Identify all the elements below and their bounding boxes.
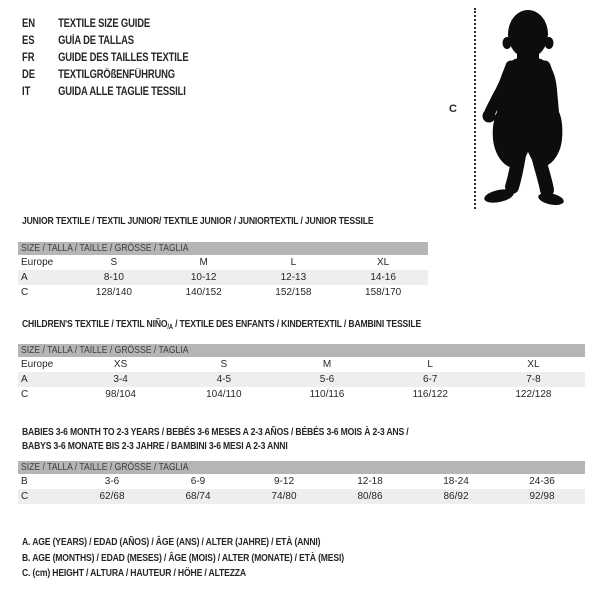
table-cell: A [21,374,28,385]
table-cell: 74/80 [271,491,297,502]
table-cell: 140/152 [185,287,222,298]
table-row-height [18,489,585,504]
language-row-en [22,15,188,32]
size-header-bar [18,344,585,357]
height-measure-label: C [449,103,457,115]
children-title-pre: CHILDREN'S TEXTILE / TEXTIL NIÑO [22,318,168,330]
table-cell: 4-5 [216,374,232,385]
table-cell: S [110,257,118,268]
language-code: IT [22,85,31,98]
table-cell: 80/86 [357,491,383,502]
baby-silhouette-icon [482,6,572,208]
footnote-b: B. AGE (MONTHS) / EDAD (MESES) / ÂGE (MOIS) / ALTER (MONATE) / ETÀ (MESI) [22,551,344,564]
table-cell: A [21,272,28,283]
table-row-height [18,285,428,300]
table-cell: C [21,287,29,298]
children-size-table [18,344,585,402]
language-row-es [22,32,188,49]
footnote-c: C. (cm) HEIGHT / ALTURA / HAUTEUR / HÖHE / ALTEZZA [22,567,246,579]
language-code: FR [22,51,35,64]
junior-section-title: JUNIOR TEXTILE / TEXTIL JUNIOR/ TEXTILE JUNIOR / JUNIORTEXTIL / JUNIOR TESSILE [22,215,374,227]
language-title: TEXTILE SIZE GUIDE [58,17,150,30]
table-cell: 8-10 [103,272,124,283]
language-code: ES [22,34,35,47]
table-cell: C [21,491,29,502]
language-code: EN [22,17,36,30]
babies-section-title [22,425,493,453]
table-cell: 122/128 [515,389,552,400]
table-row-europe [18,255,428,270]
table-cell: M [322,359,332,370]
language-row-de [22,66,188,83]
table-cell: 9-12 [273,476,294,487]
babies-title-line2: BABYS 3-6 MONATE BIS 2-3 JAHRE / BAMBINI 3-6 MESI A 2-3 ANNI [22,440,288,452]
size-header-label: SIZE / TALLA / TAILLE / GRÖSSE / TAGLIA [21,242,189,254]
language-title: GUÍA DE TALLAS [58,34,134,47]
table-row-age-months [18,474,585,489]
table-row-height [18,387,585,402]
table-cell: S [220,359,228,370]
table-cell: M [199,257,208,268]
children-section-title [22,318,421,330]
table-cell: 3-6 [104,476,120,487]
table-cell: 92/98 [529,491,555,502]
babies-title-line1: BABIES 3-6 MONTH TO 2-3 YEARS / BEBÉS 3-6 MESES A 2-3 AÑOS / BÉBÉS 3-6 MOIS À 2-3 ANS / [22,426,409,438]
table-row-age [18,270,428,285]
language-code: DE [22,68,36,81]
table-cell: 158/170 [365,287,402,298]
footnote-a: A. AGE (YEARS) / EDAD (AÑOS) / ÂGE (ANS) / ALTER (JAHRE) / ETÀ (ANNI) [22,536,321,548]
table-cell: XS [113,359,128,370]
height-measure-line [474,8,476,209]
table-cell: B [21,476,28,487]
table-cell: XL [527,359,540,370]
babies-size-table [18,461,585,504]
table-cell: 12-18 [357,476,383,487]
language-title: GUIDE DES TAILLES TEXTILE [58,51,189,64]
table-cell: 110/116 [309,389,345,400]
table-cell: 6-7 [422,374,438,385]
language-row-it [22,83,188,100]
table-cell: 6-9 [190,476,206,487]
children-title-subscript: /A [167,324,173,331]
junior-size-table [18,242,428,300]
table-cell: 7-8 [526,374,541,385]
table-cell: 98/104 [105,389,136,400]
table-cell: 5-6 [319,374,335,385]
table-cell: 104/110 [206,389,242,400]
table-cell: 68/74 [185,491,211,502]
children-title-post: / TEXTILE DES ENFANTS / KINDERTEXTIL / BAMBINI TESSILE [172,318,422,330]
table-cell: 86/92 [443,491,469,502]
footnote-legend [22,535,415,582]
table-cell: Europe [21,257,54,268]
language-row-fr [22,49,188,66]
table-cell: C [21,389,29,400]
table-cell: 24-36 [529,476,555,487]
size-header-label: SIZE / TALLA / TAILLE / GRÖSSE / TAGLIA [21,344,189,356]
table-cell: 12-13 [280,272,307,283]
language-title: TEXTILGRÖßENFÜHRUNG [58,68,175,81]
table-cell: 62/68 [99,491,125,502]
table-row-age [18,372,585,387]
table-cell: 18-24 [443,476,469,487]
language-list [22,15,225,100]
table-cell: Europe [21,359,54,370]
table-cell: 116/122 [412,389,448,400]
language-title: GUIDA ALLE TAGLIE TESSILI [58,85,186,98]
table-cell: L [427,359,433,370]
table-row-europe [18,357,585,372]
size-header-label: SIZE / TALLA / TAILLE / GRÖSSE / TAGLIA [21,461,189,473]
table-cell: 3-4 [113,374,128,385]
table-cell: 128/140 [95,287,132,298]
table-cell: 14-16 [370,272,396,283]
table-cell: 152/158 [275,287,312,298]
table-cell: L [290,257,297,268]
table-cell: XL [377,257,390,268]
table-cell: 10-12 [190,272,217,283]
size-header-bar [18,461,585,474]
size-header-bar [18,242,428,255]
